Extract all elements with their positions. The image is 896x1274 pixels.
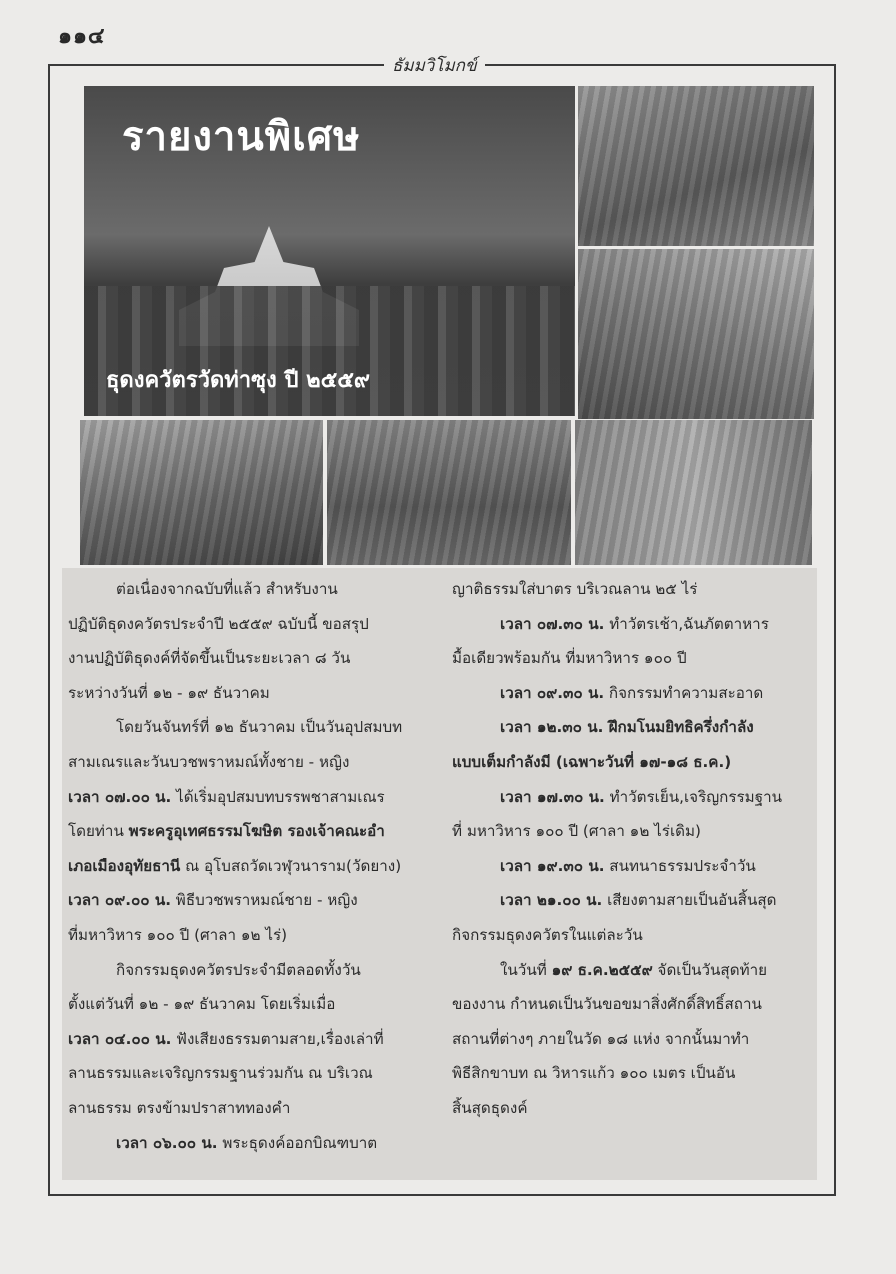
text-span: ณ อุโบสถวัดเวฬุวนาราม(วัดยาง) — [180, 856, 402, 875]
paragraph-line: ที่มหาวิหาร ๑๐๐ ปี (ศาลา ๑๒ ไร่) — [68, 925, 288, 944]
final-date: ๑๙ ธ.ค.๒๕๕๙ — [551, 960, 653, 979]
schedule-line — [452, 710, 808, 745]
paragraph-line: โดยวันจันทร์ที่ ๑๒ ธันวาคม เป็นวันอุปสมบท — [116, 718, 403, 737]
schedule-text: พิธีบวชพราหมณ์ชาย - หญิง — [170, 891, 358, 910]
paragraph-line: กิจกรรมธุดงควัตรในแต่ละวัน — [452, 925, 643, 944]
schedule-line — [452, 780, 808, 815]
schedule-text: พระธุดงค์ออกบิณฑบาต — [217, 1133, 378, 1152]
paragraph-line: ลานธรรมและเจริญกรรมฐานร่วมกัน ณ บริเวณ — [68, 1064, 373, 1083]
paragraph-line — [452, 953, 808, 988]
schedule-line — [452, 607, 808, 642]
paragraph-line: ญาติธรรมใส่บาตร บริเวณลาน ๒๕ ไร่ — [452, 580, 698, 598]
schedule-time: เวลา ๑๗.๓๐ น. — [500, 787, 605, 806]
paragraph-line: สามเณรและวันบวชพราหมณ์ทั้งชาย - หญิง — [68, 752, 350, 771]
schedule-line — [452, 849, 808, 884]
schedule-line — [68, 1022, 430, 1057]
paragraph-line: ลานธรรม ตรงข้ามปราสาททองคำ — [68, 1098, 291, 1117]
schedule-text: สนทนาธรรมประจำวัน — [604, 856, 756, 875]
schedule-time: เวลา ๑๙.๓๐ น. — [500, 856, 605, 875]
schedule-text: ทำวัตรเช้า,ฉันภัตตาหาร — [604, 614, 769, 633]
text-span: โดยท่าน — [68, 822, 129, 841]
main-photo-temple-procession — [84, 86, 575, 416]
paragraph-line: พิธีสิกขาบท ณ วิหารแก้ว ๑๐๐ เมตร เป็นอัน — [452, 1064, 736, 1083]
schedule-text: เสียงตามสายเป็นอันสิ้นสุด — [602, 891, 777, 910]
paragraph-line: กิจกรรมธุดงควัตรประจำมีตลอดทั้งวัน — [116, 960, 361, 979]
text-span: จัดเป็นวันสุดท้าย — [652, 960, 768, 979]
paragraph-line: สิ้นสุดธุดงค์ — [452, 1098, 528, 1117]
photo-monks-kitchen — [578, 249, 814, 419]
schedule-time: เวลา ๐๗.๐๐ น. — [68, 787, 172, 806]
text-span: ในวันที่ — [500, 960, 552, 979]
paragraph-line — [68, 849, 430, 884]
schedule-line — [68, 780, 430, 815]
paragraph-line: ที่ มหาวิหาร ๑๐๐ ปี (ศาลา ๑๒ ไร่เดิม) — [452, 822, 701, 841]
magazine-header: ธัมมวิโมกข์ — [384, 52, 485, 79]
paragraph-line: ระหว่างวันที่ ๑๒ - ๑๙ ธันวาคม — [68, 683, 270, 702]
schedule-text: ได้เริ่มอุปสมบทบรรพชาสามเณร — [171, 787, 385, 806]
paragraph-line: ต่อเนื่องจากฉบับที่แล้ว สำหรับงาน — [116, 580, 338, 598]
paragraph-line — [68, 814, 430, 849]
schedule-text: ทำวัตรเย็น,เจริญกรรมฐาน — [604, 787, 782, 806]
schedule-time: เวลา ๒๑.๐๐ น. — [500, 891, 603, 910]
feature-title: รายงานพิเศษ — [122, 114, 361, 160]
schedule-line — [68, 883, 430, 918]
feature-caption: ธุดงควัตรวัดท่าซุง ปี ๒๕๕๙ — [106, 368, 370, 393]
monk-name: พระครูอุเทศธรรมโฆษิต รองเจ้าคณะอำ — [128, 822, 385, 841]
schedule-time: เวลา ๐๙.๓๐ น. — [500, 683, 605, 702]
paragraph-line: มื้อเดียวพร้อมกัน ที่มหาวิหาร ๑๐๐ ปี — [452, 649, 687, 668]
schedule-time: เวลา ๐๖.๐๐ น. — [116, 1133, 218, 1152]
article-right-column — [452, 572, 808, 1126]
paragraph-line: ของงาน กำหนดเป็นวันขอขมาสิ่งศักดิ์สิทธิ์สถาน — [452, 995, 762, 1014]
photo-crowd-umbrellas — [327, 420, 571, 565]
schedule-line — [452, 676, 808, 711]
schedule-text: ฝึกมโนมยิทธิครึ่งกำลัง — [603, 718, 754, 737]
article-left-column — [68, 572, 430, 1160]
schedule-text: กิจกรรมทำความสะอาด — [604, 683, 764, 702]
schedule-time: เวลา ๐๗.๓๐ น. — [500, 614, 605, 633]
photo-almsgiving-row — [578, 86, 814, 246]
schedule-time: เวลา ๐๙.๐๐ น. — [68, 891, 171, 910]
paragraph-line: สถานที่ต่างๆ ภายในวัด ๑๘ แห่ง จากนั้นมาทำ — [452, 1029, 750, 1048]
schedule-time: เวลา ๐๔.๐๐ น. — [68, 1029, 172, 1048]
schedule-line — [452, 883, 808, 918]
photo-monk-portrait — [575, 420, 812, 565]
schedule-time: เวลา ๑๒.๓๐ น. — [500, 718, 604, 737]
photo-seated-monks — [80, 420, 323, 565]
paragraph-line: แบบเต็มกำลังมี (เฉพาะวันที่ ๑๗-๑๘ ธ.ค.) — [452, 752, 732, 771]
schedule-line — [68, 1126, 430, 1161]
schedule-text: ฟังเสียงธรรมตามสาย,เรื่องเล่าที่ — [171, 1029, 384, 1048]
page-number: ๑๑๔ — [58, 24, 106, 49]
paragraph-line: ตั้งแต่วันที่ ๑๒ - ๑๙ ธันวาคม โดยเริ่มเมื่อ — [68, 995, 336, 1014]
monk-name-cont: เภอเมืองอุทัยธานี — [68, 856, 181, 875]
paragraph-line: งานปฏิบัติธุดงค์ที่จัดขึ้นเป็นระยะเวลา ๘ วัน — [68, 649, 351, 668]
paragraph-line: ปฏิบัติธุดงควัตรประจำปี ๒๕๕๙ ฉบับนี้ ขอสรุป — [68, 614, 369, 633]
